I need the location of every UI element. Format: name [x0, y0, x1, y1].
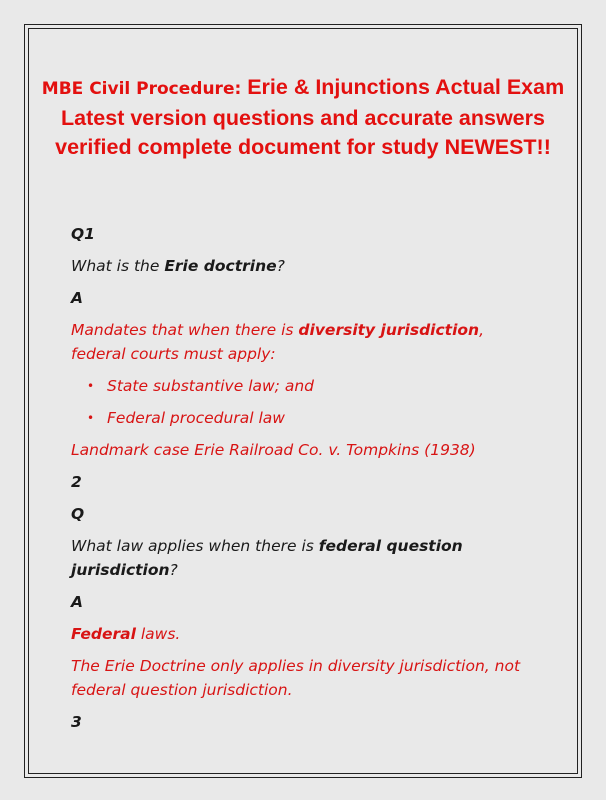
bullet-icon: •	[87, 411, 95, 425]
question-2-text-pre: What law applies when there is	[71, 537, 319, 555]
list-item-text: State substantive law; and	[107, 377, 314, 395]
question-2-term: federal question jurisdiction	[71, 537, 463, 579]
document-title	[40, 73, 566, 162]
question-marker-2: Q	[71, 505, 85, 523]
title-rest: Erie & Injunctions Actual Exam Latest version questions and accurate answers verified complete document for study NEWEST!!	[55, 75, 565, 159]
answer-1-list	[71, 374, 541, 430]
question-1-text-post: ?	[276, 257, 285, 275]
question-number-3: 3	[71, 713, 82, 731]
answer-marker-2: A	[71, 593, 83, 611]
answer-1-text-post: , federal courts must apply:	[71, 321, 485, 363]
answer-2-note: The Erie Doctrine only applies in diversity jurisdiction, not federal question jurisdiction.	[71, 657, 521, 699]
question-2-text	[71, 534, 541, 582]
document-body	[71, 222, 541, 742]
answer-1-text	[71, 318, 541, 366]
question-number-1: Q1	[71, 225, 95, 243]
question-1-term: Erie doctrine	[164, 257, 277, 275]
answer-1-term: diversity jurisdiction	[298, 321, 480, 339]
list-item	[71, 374, 541, 398]
question-1-text	[71, 254, 541, 278]
list-item	[71, 406, 541, 430]
list-item-text: Federal procedural law	[107, 409, 285, 427]
answer-1-landmark: Landmark case Erie Railroad Co. v. Tompkins (1938)	[71, 441, 476, 459]
bullet-icon: •	[87, 379, 95, 393]
answer-2-term: Federal	[71, 625, 136, 643]
question-1-text-pre: What is the	[71, 257, 165, 275]
question-number-2: 2	[71, 473, 82, 491]
answer-1-text-pre: Mandates that when there is	[71, 321, 299, 339]
title-lead: MBE Civil Procedure:	[41, 79, 248, 99]
answer-2-text	[71, 622, 541, 646]
answer-2-text-post: laws.	[135, 625, 181, 643]
question-2-text-post: ?	[169, 561, 178, 579]
answer-marker-1: A	[71, 289, 83, 307]
